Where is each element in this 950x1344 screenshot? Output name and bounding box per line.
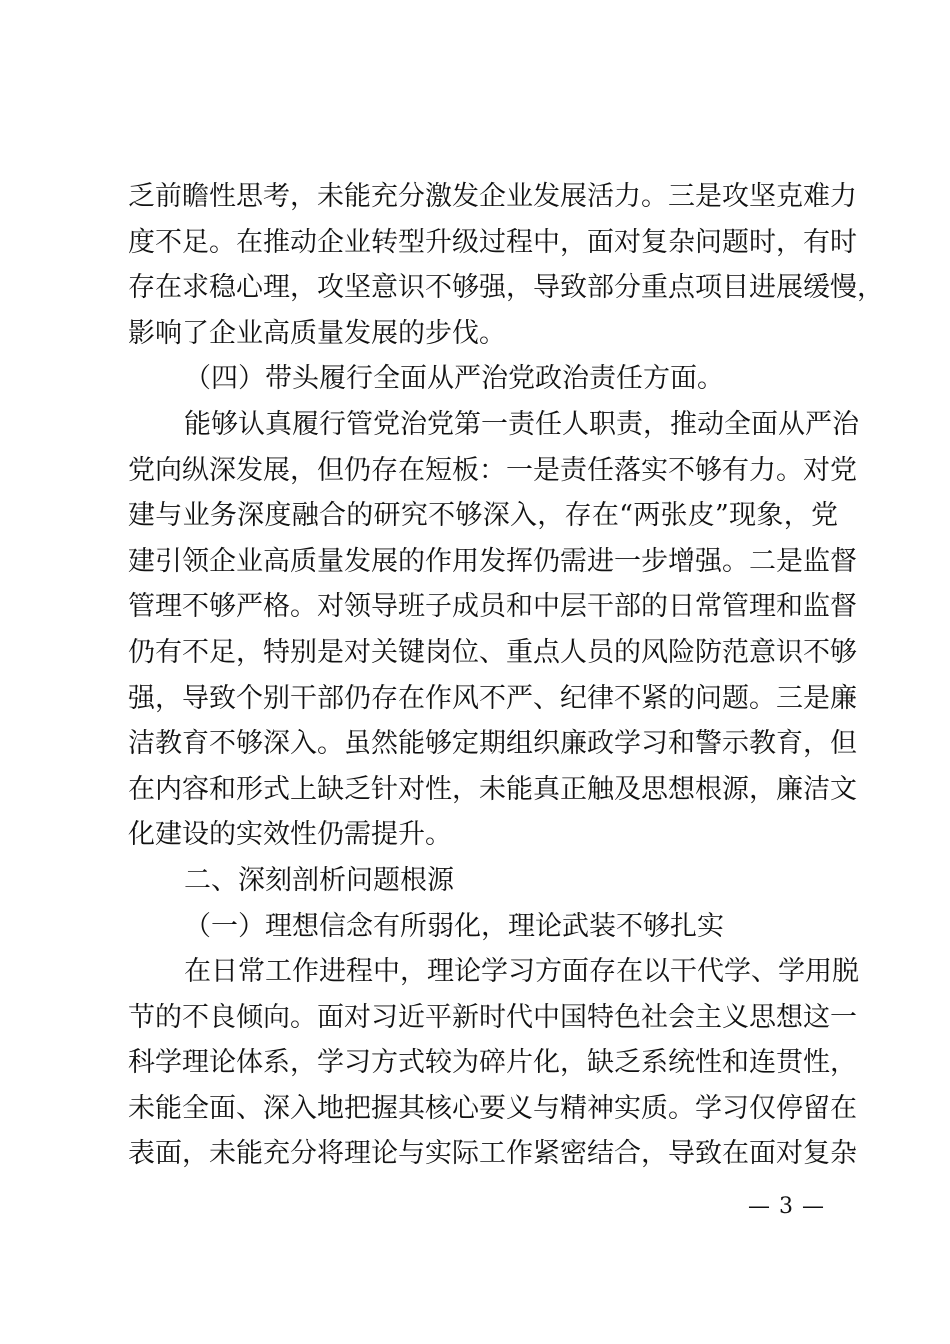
text-line: 表面，未能充分将理论与实际工作紧密结合，导致在面对复杂 bbox=[128, 1138, 857, 1170]
text-line: 度不足。在推动企业转型升级过程中，面对复杂问题时，有时 bbox=[128, 226, 857, 258]
text-line: 建与业务深度融合的研究不够深入，存在“两张皮”现象，党 bbox=[128, 500, 838, 532]
text-line: 管理不够严格。对领导班子成员和中层干部的日常管理和监督 bbox=[128, 591, 857, 623]
document-body bbox=[128, 174, 884, 1177]
section-heading: （四）带头履行全面从严治党政治责任方面。 bbox=[184, 363, 724, 395]
text-line: 洁教育不够深入。虽然能够定期组织廉政学习和警示教育，但 bbox=[128, 728, 857, 760]
text-line: 在内容和形式上缺乏针对性，未能真正触及思想根源，廉洁文 bbox=[128, 773, 857, 805]
section-heading: 二、深刻剖析问题根源 bbox=[184, 864, 454, 896]
text-line: 强，导致个别干部仍存在作风不严、纪律不紧的问题。三是廉 bbox=[128, 682, 857, 714]
text-line: 能够认真履行管党治党第一责任人职责，推动全面从严治 bbox=[184, 408, 859, 440]
text-line: 化建设的实效性仍需提升。 bbox=[128, 819, 452, 851]
text-line: 仍有不足，特别是对关键岗位、重点人员的风险防范意识不够 bbox=[128, 636, 857, 668]
text-line: 节的不良倾向。面对习近平新时代中国特色社会主义思想这一 bbox=[128, 1001, 857, 1033]
text-line: 在日常工作进程中，理论学习方面存在以干代学、学用脱 bbox=[184, 956, 859, 988]
text-line: 科学理论体系，学习方式较为碎片化，缺乏系统性和连贯性， bbox=[128, 1047, 857, 1079]
section-heading: （一）理想信念有所弱化，理论武装不够扎实 bbox=[184, 910, 724, 942]
text-line: 存在求稳心理，攻坚意识不够强，导致部分重点项目进展缓慢， bbox=[128, 272, 884, 304]
text-line: 影响了企业高质量发展的步伐。 bbox=[128, 317, 506, 349]
text-line: 乏前瞻性思考，未能充分激发企业发展活力。三是攻坚克难力 bbox=[128, 181, 857, 212]
text-line: 未能全面、深入地把握其核心要义与精神实质。学习仅停留在 bbox=[128, 1092, 857, 1124]
page-number: — 3 — bbox=[748, 1194, 825, 1219]
text-line: 建引领企业高质量发展的作用发挥仍需进一步增强。二是监督 bbox=[128, 545, 857, 577]
text-line: 党向纵深发展，但仍存在短板：一是责任落实不够有力。对党 bbox=[128, 454, 857, 486]
